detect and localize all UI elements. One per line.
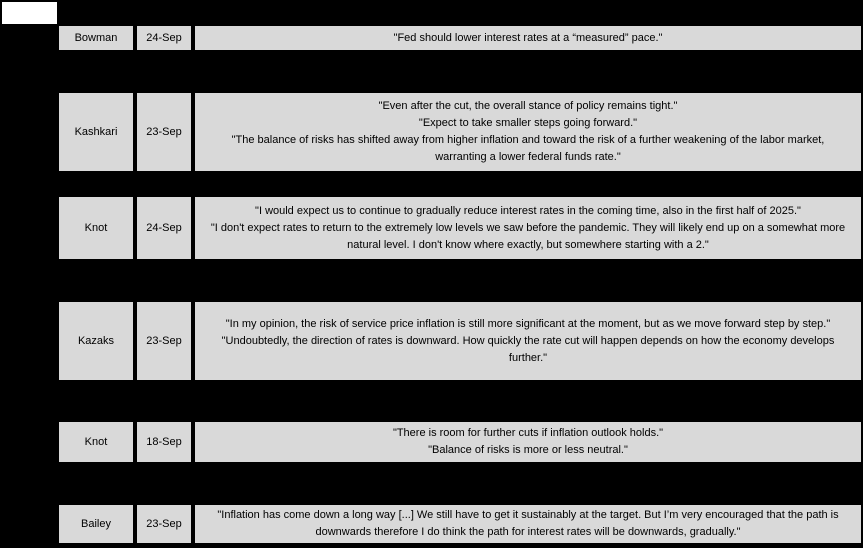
- quote-line: "Inflation has come down a long way [...] We still have to get it sustainably at the target. But I’m very encouraged that the path is downwards therefore I do think the path for interest rates will be downwards, gradually.": [217, 509, 839, 538]
- quote-cell: [194, 301, 862, 381]
- speaker-cell: Kazaks: [58, 301, 134, 381]
- quote-line: "Balance of risks is more or less neutral.": [428, 444, 628, 456]
- speaker-cell: Bailey: [58, 504, 134, 544]
- quote-line: "I don't expect rates to return to the extremely low levels we saw before the pandemic. They will likely end up on a somewhat more natural level. I don't know where exactly, but somewhere starting with a 2.": [210, 221, 846, 251]
- table-row: [58, 301, 862, 381]
- quote-line: "I would expect us to continue to gradually reduce interest rates in the coming time, also in the first half of 2025.": [255, 204, 801, 217]
- table-row: [58, 196, 862, 260]
- quote-line: "Undoubtedly, the direction of rates is downward. How quickly the rate cut will happen depends on how the economy develops further.": [221, 334, 835, 364]
- speaker-cell: Kashkari: [58, 92, 134, 172]
- table-row: [58, 25, 862, 51]
- table-row: [58, 92, 862, 172]
- table-row: [58, 504, 862, 544]
- date-cell: 24-Sep: [136, 25, 192, 51]
- date-cell: 23-Sep: [136, 301, 192, 381]
- speaker-cell: Knot: [58, 421, 134, 463]
- date-cell: 23-Sep: [136, 504, 192, 544]
- quote-line: "Fed should lower interest rates at a “measured” pace.": [393, 31, 663, 44]
- table-row: [58, 421, 862, 463]
- quote-line: "Even after the cut, the overall stance of policy remains tight.": [378, 100, 678, 112]
- date-cell: 18-Sep: [136, 421, 192, 463]
- quote-line: "There is room for further cuts if inflation outlook holds.": [392, 427, 664, 439]
- speaker-cell: Bowman: [58, 25, 134, 51]
- quote-cell: [194, 25, 862, 51]
- date-cell: 23-Sep: [136, 92, 192, 172]
- speaker-cell: Knot: [58, 196, 134, 260]
- quote-cell: [194, 421, 862, 463]
- date-cell: 24-Sep: [136, 196, 192, 260]
- quote-cell: [194, 504, 862, 544]
- quote-line: "In my opinion, the risk of service price inflation is still more significant at the moment, but as we move forward step by step.": [225, 317, 831, 330]
- quote-cell: [194, 92, 862, 172]
- quote-cell: [194, 196, 862, 260]
- corner-box: [2, 2, 57, 24]
- quote-line: "Expect to take smaller steps going forward.": [418, 117, 638, 129]
- quote-line: "The balance of risks has shifted away from higher inflation and toward the risk of a further weakening of the labor market, warranting a lower federal funds rate.": [231, 134, 825, 163]
